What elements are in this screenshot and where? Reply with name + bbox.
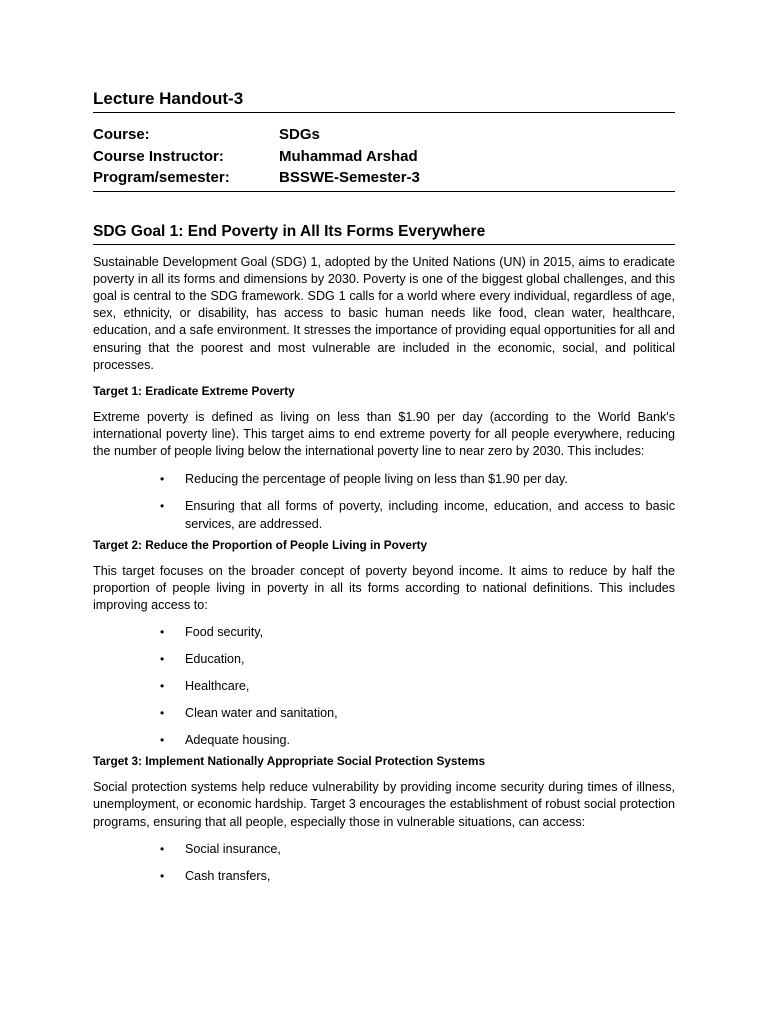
list-item-text: Ensuring that all forms of poverty, including income, education, and access to basic services, are addressed. [185, 498, 675, 531]
program-row [93, 167, 675, 189]
list-item [93, 497, 675, 533]
program-label: Program/semester: [93, 169, 230, 186]
target-1-list [93, 470, 675, 533]
bullet-icon: • [160, 471, 165, 486]
target-2-list [93, 623, 675, 749]
list-item [93, 623, 675, 641]
list-item-text: Clean water and sanitation, [185, 706, 338, 721]
program-value: BSSWE-Semester-3 [279, 169, 420, 186]
list-item [93, 704, 675, 722]
list-item-text: Food security, [185, 625, 264, 640]
target-1-heading: Target 1: Eradicate Extreme Poverty [93, 383, 295, 398]
course-info-block [93, 124, 675, 192]
bullet-icon: • [160, 868, 165, 883]
bullet-icon: • [160, 706, 165, 721]
instructor-row [93, 146, 675, 168]
list-item [93, 731, 675, 749]
target-2-heading: Target 2: Reduce the Proportion of People Living in Poverty [93, 537, 428, 552]
document-content [93, 88, 675, 885]
bullet-icon: • [160, 733, 165, 748]
list-item-text: Education, [185, 652, 245, 667]
intro-paragraph: Sustainable Development Goal (SDG) 1, adopted by the United Nations (UN) in 2015, aims to eradicate poverty in all its forms and dimensions by 2030. Poverty is one of the biggest global challenges, and this goal is central to the SDG framework. SDG 1 calls for a world where every individual, regardless of age, sex, ethnicity, or disability, has access to basic human needs like food, clean water, healthcare, education, and a safe environment. It stresses the importance of providing equal opportunities for all and ensuring that the poorest and most vulnerable are included in the economic, social, and political processes. [93, 254, 675, 372]
list-item [93, 867, 675, 885]
target-3-list [93, 840, 675, 885]
list-item [93, 470, 675, 488]
list-item-text: Healthcare, [185, 679, 250, 694]
section-title: SDG Goal 1: End Poverty in All Its Forms Everywhere [93, 221, 675, 245]
bullet-icon: • [160, 625, 165, 640]
list-item [93, 650, 675, 668]
target-3-heading: Target 3: Implement Nationally Appropriate Social Protection Systems [93, 754, 486, 769]
list-item-text: Adequate housing. [185, 733, 291, 748]
list-item-text: Reducing the percentage of people living on less than $1.90 per day. [185, 471, 568, 486]
list-item-text: Social insurance, [185, 841, 281, 856]
target-1-body: Extreme poverty is defined as living on less than $1.90 per day (according to the World Bank's international poverty line). This target aims to end extreme poverty for all people everywhere, reducing the number of people living below the international poverty line to near zero by 2030. This includes: [93, 409, 675, 459]
bullet-icon: • [160, 679, 165, 694]
target-2-body: This target focuses on the broader concept of poverty beyond income. It aims to reduce by half the proportion of people living in poverty in all its forms according to national definitions. This includes improving access to: [93, 563, 675, 612]
course-row [93, 124, 675, 146]
handout-title: Lecture Handout-3 [93, 88, 675, 113]
bullet-icon: • [160, 841, 165, 856]
bullet-icon: • [160, 498, 165, 513]
list-item-text: Cash transfers, [185, 868, 271, 883]
course-value: SDGs [279, 126, 320, 143]
instructor-label: Course Instructor: [93, 147, 224, 165]
instructor-value: Muhammad Arshad [279, 147, 418, 165]
bullet-icon: • [160, 652, 165, 667]
course-label: Course: [93, 126, 150, 143]
list-item [93, 840, 675, 858]
target-3-body: Social protection systems help reduce vulnerability by providing income security during times of illness, unemployment, or economic hardship. Target 3 encourages the establishment of robust social protection programs, ensuring that all people, especially those in vulnerable situations, can access: [93, 780, 675, 829]
list-item [93, 677, 675, 695]
